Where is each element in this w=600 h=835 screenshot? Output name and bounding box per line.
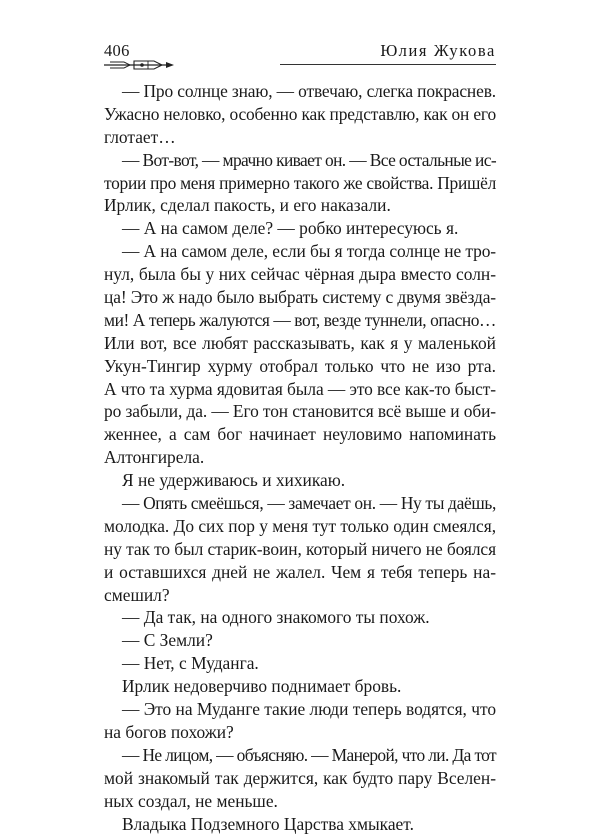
text-line: тории про меня примерно такого же свойства. Пришёл: [104, 172, 496, 195]
text-line: — Опять смеёшься, — замечает он. — Ну ты даёшь,: [104, 492, 496, 515]
page-number: 406: [104, 41, 130, 61]
text-line: — Да так, на одного знакомого ты похож.: [104, 606, 496, 629]
text-line: — А на самом деле, если бы я тогда солнце не тро-: [104, 240, 496, 263]
text-line: — Вот-вот, — мрачно кивает он. — Все остальные ис-: [104, 149, 496, 172]
text-line: на богов похожи?: [104, 721, 496, 744]
text-line: — С Земли?: [104, 629, 496, 652]
text-line: Владыка Подземного Царства хмыкает.: [104, 813, 496, 835]
text-line: Укун-Тингир хурму отобрал только что не изо рта.: [104, 355, 496, 378]
text-line: — А на самом деле? — робко интересуюсь я.: [104, 217, 496, 240]
text-line: и оставшихся дней не жалел. Чем я тебя теперь на-: [104, 561, 496, 584]
text-line: Алтонгирела.: [104, 446, 496, 469]
text-line: смешил?: [104, 584, 496, 607]
text-line: ми! А теперь жалуются — вот, везде туннели, опасно…: [104, 309, 496, 332]
text-line: А что та хурма ядовитая была — это все как-то быст-: [104, 378, 496, 401]
text-line: нул, была бы у них сейчас чёрная дыра вместо солн-: [104, 263, 496, 286]
text-line: ро забыли, да. — Его тон становится всё выше и оби-: [104, 400, 496, 423]
text-line: Я не удерживаюсь и хихикаю.: [104, 469, 496, 492]
text-line: мой знакомый так держится, как будто пару Вселен-: [104, 767, 496, 790]
text-line: — Нет, с Муданга.: [104, 652, 496, 675]
header-rule: [280, 64, 496, 65]
body-text: [104, 80, 496, 835]
text-line: — Это на Муданге такие люди теперь водятся, что: [104, 698, 496, 721]
pen-nib-ornament-icon: [104, 58, 176, 72]
text-line: глотает…: [104, 126, 496, 149]
running-title: Юлия Жукова: [380, 41, 496, 61]
text-line: Ужасно неловко, особенно как представлю, как он его: [104, 103, 496, 126]
text-line: молодка. До сих пор у меня тут только один смеялся,: [104, 515, 496, 538]
text-line: женнее, а сам бог начинает неуловимо напоминать: [104, 423, 496, 446]
text-line: — Про солнце знаю, — отвечаю, слегка покраснев.: [104, 80, 496, 103]
text-line: Ирлик, сделал пакость, и его наказали.: [104, 194, 496, 217]
text-line: — Не лицом, — объясняю. — Манерой, что ли. Да тот: [104, 744, 496, 767]
text-line: Ирлик недоверчиво поднимает бровь.: [104, 675, 496, 698]
text-line: ца! Это ж надо было выбрать систему с двумя звёзда-: [104, 286, 496, 309]
text-line: ных создал, не меньше.: [104, 790, 496, 813]
text-line: Или вот, все любят рассказывать, как я у маленькой: [104, 332, 496, 355]
text-line: ну так то был старик-воин, который ничего не боялся: [104, 538, 496, 561]
